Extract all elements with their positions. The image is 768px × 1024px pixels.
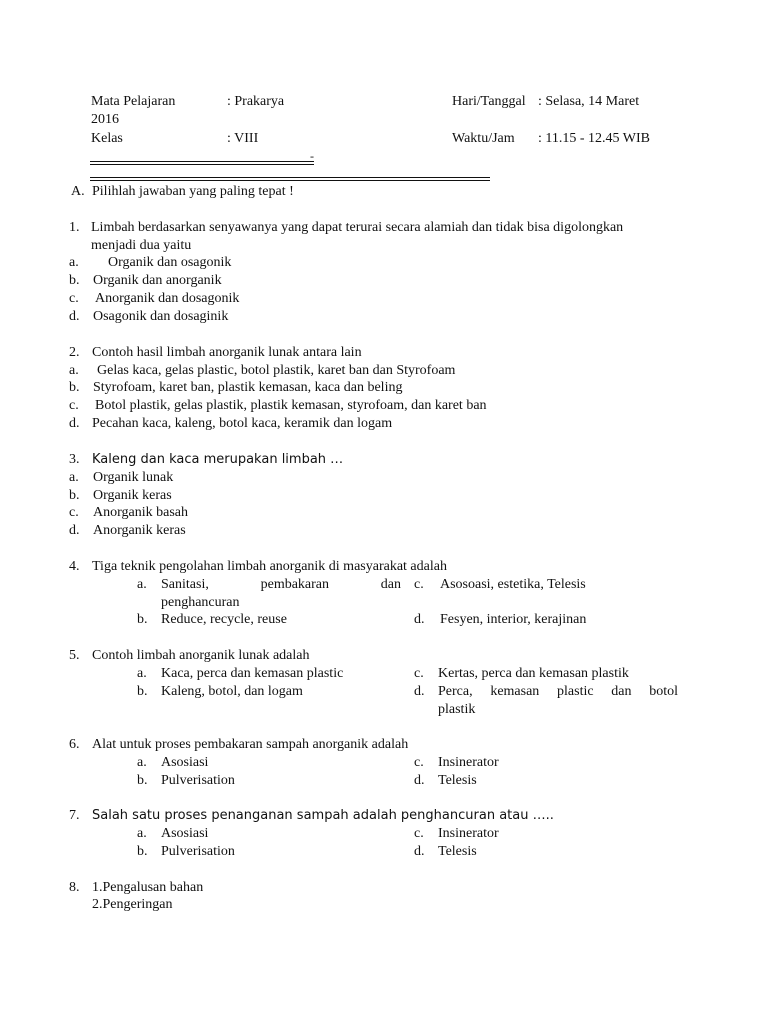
q3-option-c-letter: c. bbox=[69, 505, 79, 520]
q8-number: 8. bbox=[69, 880, 80, 895]
q3-option-a-text: Organik lunak bbox=[93, 470, 174, 485]
time-label: Waktu/Jam bbox=[452, 131, 515, 146]
q7-option-d-text: Telesis bbox=[438, 844, 477, 859]
q5-option-c-text: Kertas, perca dan kemasan plastik bbox=[438, 666, 629, 681]
q2-text: Contoh hasil limbah anorganik lunak antara lain bbox=[92, 345, 362, 360]
q2-option-b-letter: b. bbox=[69, 380, 80, 395]
q2-option-b-text: Styrofoam, karet ban, plastik kemasan, kaca dan beling bbox=[93, 380, 403, 395]
q1-option-b-letter: b. bbox=[69, 273, 80, 288]
q2-option-c-text: Botol plastik, gelas plastik, plastik kemasan, styrofoam, dan karet ban bbox=[95, 398, 487, 413]
q8-line1: 1.Pengalusan bahan bbox=[92, 880, 204, 895]
header-dash: - bbox=[310, 149, 314, 163]
q5-option-c-letter: c. bbox=[414, 666, 424, 681]
subject-label: Mata Pelajaran bbox=[91, 94, 176, 109]
time-value: : 11.15 - 12.45 WIB bbox=[538, 131, 650, 146]
q3-option-b-text: Organik keras bbox=[93, 488, 172, 503]
q5-option-a-letter: a. bbox=[137, 666, 147, 681]
q3-text: Kaleng dan kaca merupakan limbah … bbox=[92, 452, 344, 467]
q6-option-a-text: Asosiasi bbox=[161, 755, 209, 770]
q4-option-d-text: Fesyen, interior, kerajinan bbox=[440, 612, 587, 627]
q6-option-c-text: Insinerator bbox=[438, 755, 499, 770]
day-value: : Selasa, 14 Maret bbox=[538, 94, 640, 109]
q2-option-c-letter: c. bbox=[69, 398, 79, 413]
q6-option-d-text: Telesis bbox=[438, 773, 477, 788]
q4-option-d-letter: d. bbox=[414, 612, 425, 627]
q7-option-c-letter: c. bbox=[414, 826, 424, 841]
q4-option-a-text-cont: penghancuran bbox=[161, 595, 240, 610]
q5-option-b-text: Kaleng, botol, dan logam bbox=[161, 684, 303, 699]
q4-option-c-text: Asosoasi, estetika, Telesis bbox=[440, 577, 586, 592]
q7-option-d-letter: d. bbox=[414, 844, 425, 859]
q4-option-b-text: Reduce, recycle, reuse bbox=[161, 612, 287, 627]
q4-option-b-letter: b. bbox=[137, 612, 148, 627]
q7-option-b-letter: b. bbox=[137, 844, 148, 859]
q4-option-a-letter: a. bbox=[137, 577, 147, 592]
q3-option-d-letter: d. bbox=[69, 523, 80, 538]
q6-text: Alat untuk proses pembakaran sampah anorganik adalah bbox=[92, 737, 409, 752]
q1-option-c-text: Anorganik dan dosagonik bbox=[95, 291, 240, 306]
class-value: : VIII bbox=[227, 131, 259, 146]
q1-option-a-letter: a. bbox=[69, 255, 79, 270]
q6-option-d-letter: d. bbox=[414, 773, 425, 788]
q7-option-b-text: Pulverisation bbox=[161, 844, 235, 859]
q4-text: Tiga teknik pengolahan limbah anorganik di masyarakat adalah bbox=[92, 559, 447, 574]
subject-value: : Prakarya bbox=[227, 94, 285, 109]
q5-text: Contoh limbah anorganik lunak adalah bbox=[92, 648, 310, 663]
q2-option-a-text: Gelas kaca, gelas plastic, botol plastik, karet ban dan Styrofoam bbox=[97, 363, 456, 378]
q5-option-d-text-cont: plastik bbox=[438, 702, 476, 717]
q5-option-b-letter: b. bbox=[137, 684, 148, 699]
q6-option-a-letter: a. bbox=[137, 755, 147, 770]
q7-text: Salah satu proses penanganan sampah adalah penghancuran atau ….. bbox=[92, 808, 554, 823]
q3-number: 3. bbox=[69, 452, 80, 467]
q3-option-a-letter: a. bbox=[69, 470, 79, 485]
day-label: Hari/Tanggal bbox=[452, 94, 526, 109]
q7-option-a-text: Asosiasi bbox=[161, 826, 209, 841]
q2-option-d-letter: d. bbox=[69, 416, 80, 431]
q1-text-line2: menjadi dua yaitu bbox=[91, 238, 192, 253]
q2-option-d-text: Pecahan kaca, kaleng, botol kaca, keramik dan logam bbox=[92, 416, 393, 431]
q6-option-b-text: Pulverisation bbox=[161, 773, 235, 788]
q1-number: 1. bbox=[69, 220, 80, 235]
section-instruction: Pilihlah jawaban yang paling tepat ! bbox=[92, 184, 294, 199]
q8-line2: 2.Pengeringan bbox=[92, 897, 173, 912]
q4-option-c-letter: c. bbox=[414, 577, 424, 592]
q2-option-a-letter: a. bbox=[69, 363, 79, 378]
q4-number: 4. bbox=[69, 559, 80, 574]
q1-option-b-text: Organik dan anorganik bbox=[93, 273, 222, 288]
q3-option-d-text: Anorganik keras bbox=[93, 523, 186, 538]
q5-option-d-letter: d. bbox=[414, 684, 425, 699]
q2-number: 2. bbox=[69, 345, 80, 360]
class-label: Kelas bbox=[91, 131, 123, 146]
header-divider-long bbox=[90, 177, 490, 181]
q1-option-d-letter: d. bbox=[69, 309, 80, 324]
q6-option-c-letter: c. bbox=[414, 755, 424, 770]
q1-text-line1: Limbah berdasarkan senyawanya yang dapat terurai secara alamiah dan tidak bisa digolongkan bbox=[91, 220, 624, 235]
header-divider-short bbox=[90, 161, 314, 165]
q7-option-c-text: Insinerator bbox=[438, 826, 499, 841]
q7-number: 7. bbox=[69, 808, 80, 823]
year-wrap: 2016 bbox=[91, 112, 119, 127]
q4-option-a-text: Sanitasi, pembakaran dan bbox=[161, 577, 401, 592]
q6-option-b-letter: b. bbox=[137, 773, 148, 788]
q3-option-c-text: Anorganik basah bbox=[93, 505, 188, 520]
q6-number: 6. bbox=[69, 737, 80, 752]
q1-option-d-text: Osagonik dan dosaginik bbox=[93, 309, 229, 324]
q5-option-a-text: Kaca, perca dan kemasan plastic bbox=[161, 666, 344, 681]
q5-number: 5. bbox=[69, 648, 80, 663]
section-letter: A. bbox=[71, 184, 85, 199]
q7-option-a-letter: a. bbox=[137, 826, 147, 841]
q1-option-a-text: Organik dan osagonik bbox=[108, 255, 232, 270]
q5-option-d-text: Perca, kemasan plastic dan botol bbox=[438, 684, 678, 699]
q3-option-b-letter: b. bbox=[69, 488, 80, 503]
q1-option-c-letter: c. bbox=[69, 291, 79, 306]
